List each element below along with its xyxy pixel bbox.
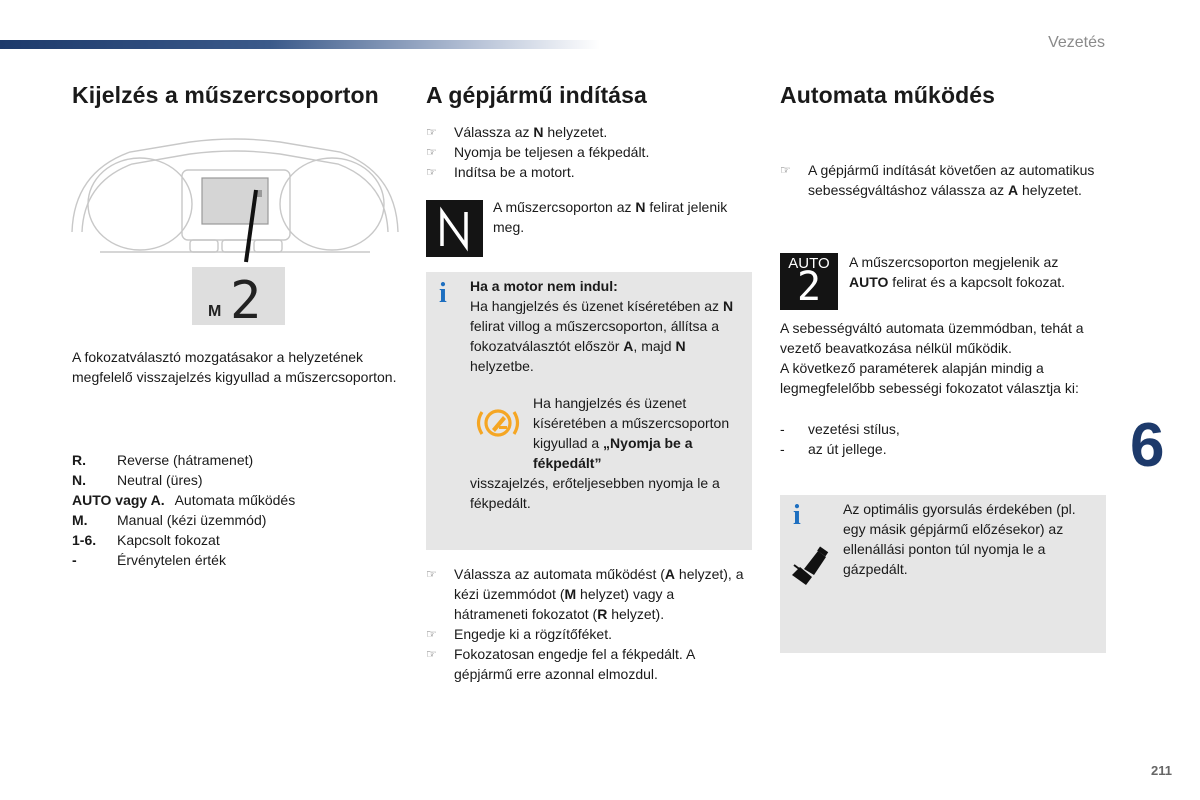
n-gear-icon — [426, 200, 483, 257]
gear-row — [72, 530, 295, 550]
list-item: ☞ Válassza az N helyzetet. — [426, 124, 608, 140]
gear-key: 1-6. — [72, 532, 97, 548]
auto-gear-icon — [780, 253, 838, 310]
info-icon: i — [793, 500, 801, 531]
list-item: ☞ Indítsa be a motort. — [426, 164, 575, 180]
gear-desc: Érvénytelen érték — [117, 552, 226, 568]
brake-warning-icon — [473, 402, 523, 449]
auto-paragraph-1: A sebességváltó automata üzemmódban, tehát a vezető beavatkozása nélkül működik. — [780, 320, 1084, 356]
gear-desc: Automata működés — [174, 492, 296, 508]
list-item: ☞ Nyomja be teljesen a fékpedált. — [426, 144, 650, 160]
col2-title: A gépjármű indítása — [426, 82, 647, 108]
arrow-bullet-icon: ☞ — [426, 567, 437, 581]
gear-key: M. — [72, 512, 88, 528]
arrow-bullet-icon: ☞ — [426, 165, 437, 179]
gear-row — [72, 490, 295, 510]
gear-row — [72, 470, 295, 490]
page-number: 211 — [1151, 763, 1172, 778]
parameter-item: - vezetési stílus, — [780, 421, 900, 437]
start-steps-list — [426, 122, 746, 182]
section-label: Vezetés — [1048, 34, 1105, 51]
brake-warning-text: Ha hangjelzés és üzenet kíséretében a műszercsoporton kigyullad a „Nyomja be a fékpedált” — [533, 395, 730, 471]
auto-steps-list — [780, 160, 1100, 200]
gear-desc: Reverse (hátramenet) — [117, 452, 254, 468]
arrow-bullet-icon: ☞ — [426, 125, 437, 139]
info-icon: i — [439, 278, 447, 309]
list-item: ☞ Válassza az automata működést (A helyzet), a kézi üzemmódot (M helyzet) vagy a hátrameneti fokozatot (R helyzet). — [426, 566, 744, 622]
gear-desc: Kapcsolt fokozat — [117, 532, 220, 548]
gear-desc: Manual (kézi üzemmód) — [117, 512, 267, 528]
accelerator-icon — [788, 545, 832, 592]
display-mode-letter: M — [208, 303, 222, 320]
col1-paragraph: A fokozatválasztó mozgatásakor a helyzetének megfelelő visszajelzés kigyullad a műszercsoporton. — [72, 349, 397, 385]
auto-indicator-text: A műszercsoporton megjelenik az AUTO felirat és a kapcsolt fokozat. — [849, 254, 1066, 290]
header-color-bar — [0, 40, 600, 49]
auto-gear-digit: 2 — [796, 264, 822, 310]
gear-key: R. — [72, 452, 86, 468]
list-item: ☞ Fokozatosan engedje fel a fékpedált. A gépjármű erre azonnal elmozdul. — [426, 646, 695, 682]
col3-title: Automata működés — [780, 82, 996, 108]
gear-key: AUTO vagy A. — [72, 492, 165, 508]
engine-not-starting-text: Ha a motor nem indul: Ha hangjelzés és üzenet kíséretében az N felirat villog a műszercsoporton, állítsa a fokozatválasztót először A, majd N helyzetbe. — [470, 278, 734, 374]
parameter-text: vezetési stílus, — [808, 421, 900, 437]
acceleration-tip-text: Az optimális gyorsulás érdekében (pl. egy másik gépjármű előzésekor) az ellenállási ponton túl nyomja le a gázpedált. — [843, 501, 1076, 577]
gear-row — [72, 450, 295, 470]
list-item: ☞ A gépjármű indítását követően az automatikus sebességváltáshoz válassza az A helyzetet. — [780, 162, 1095, 198]
auto-label: AUTO — [788, 255, 830, 272]
gear-row — [72, 550, 295, 570]
gear-key: - — [72, 552, 77, 568]
chapter-number: 6 — [1130, 411, 1165, 480]
parameter-item: - az út jellege. — [780, 441, 887, 457]
gear-row — [72, 510, 295, 530]
drive-steps-list — [426, 564, 752, 684]
col1-title: Kijelzés a műszercsoporton — [72, 82, 379, 108]
arrow-bullet-icon: ☞ — [426, 627, 437, 641]
brake-warning-text-cont: visszajelzés, erőteljesebben nyomja le a fékpedált. — [470, 475, 720, 511]
list-item: ☞ Engedje ki a rögzítőféket. — [426, 626, 612, 642]
parameter-text: az út jellege. — [808, 441, 887, 457]
n-indicator-text: A műszercsoporton az N felirat jelenik meg. — [493, 199, 728, 235]
gear-desc: Neutral (üres) — [117, 472, 203, 488]
gear-key: N. — [72, 472, 86, 488]
instrument-cluster-illustration — [70, 132, 400, 332]
gear-legend-list — [72, 450, 295, 570]
display-gear-digit: 2 — [230, 271, 262, 331]
arrow-bullet-icon: ☞ — [780, 163, 791, 177]
arrow-bullet-icon: ☞ — [426, 145, 437, 159]
auto-paragraph-2: A következő paraméterek alapján mindig a legmegfelelőbb sebességi fokozatot választja ki: — [780, 360, 1079, 396]
arrow-bullet-icon: ☞ — [426, 647, 437, 661]
